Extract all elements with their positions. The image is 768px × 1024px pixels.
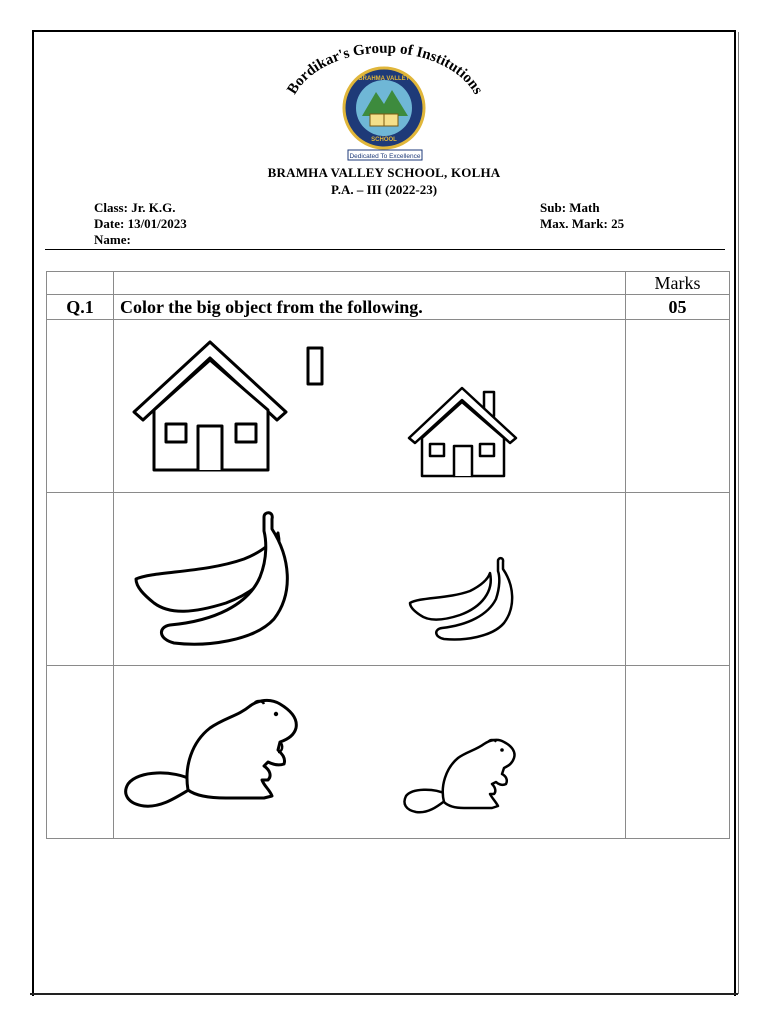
banana-big-icon[interactable]: [136, 513, 287, 644]
logo-tagline: Dedicated To Excellence: [349, 153, 421, 160]
header-cell-empty-1: [47, 272, 114, 295]
table-row: [47, 320, 730, 493]
marks-cell: [626, 493, 730, 666]
logo-arc-text: Bordikar's Group of Institutions: [284, 40, 486, 98]
object-cell-banana: [114, 493, 626, 666]
row-number-cell: [47, 666, 114, 839]
exam-meta: [540, 200, 624, 232]
header-cell-empty-2: [114, 272, 626, 295]
page-border-bottom: [30, 993, 738, 995]
school-name: BRAMHA VALLEY SCHOOL, KOLHA: [267, 165, 501, 180]
max-mark-label: Max. Mark: 25: [540, 216, 625, 231]
question-number: Q.1: [47, 295, 114, 320]
student-meta: [94, 200, 187, 248]
marks-header: Marks: [626, 272, 730, 295]
class-label: Class: Jr. K.G.: [94, 200, 176, 215]
object-cell-beaver: [114, 666, 626, 839]
logo-emblem-bottom: SCHOOL: [371, 137, 397, 143]
logo-emblem-top: BRAHMA VALLEY: [358, 76, 410, 82]
marks-cell: [626, 320, 730, 493]
exam-title: P.A. – III (2022-23): [330, 182, 438, 197]
row-number-cell: [47, 320, 114, 493]
table-row: [47, 666, 730, 839]
school-logo: [280, 40, 490, 165]
banana-small-icon[interactable]: [410, 558, 512, 639]
name-label: Name:: [94, 232, 131, 247]
row-number-cell: [47, 493, 114, 666]
table-row: [47, 493, 730, 666]
question-table: [46, 271, 730, 839]
question-marks: 05: [626, 295, 730, 320]
question-row: [47, 295, 730, 320]
marks-cell: [626, 666, 730, 839]
beaver-small-icon[interactable]: [404, 740, 514, 813]
header-divider: [45, 249, 725, 250]
question-text: Color the big object from the following.: [114, 295, 626, 320]
subject-label: Sub: Math: [540, 200, 600, 215]
table-header-row: [47, 272, 730, 295]
house-small-icon[interactable]: [409, 388, 516, 476]
house-big-icon[interactable]: [134, 342, 322, 470]
beaver-big-icon[interactable]: [126, 700, 297, 806]
object-cell-house: [114, 320, 626, 493]
date-label: Date: 13/01/2023: [94, 216, 187, 231]
